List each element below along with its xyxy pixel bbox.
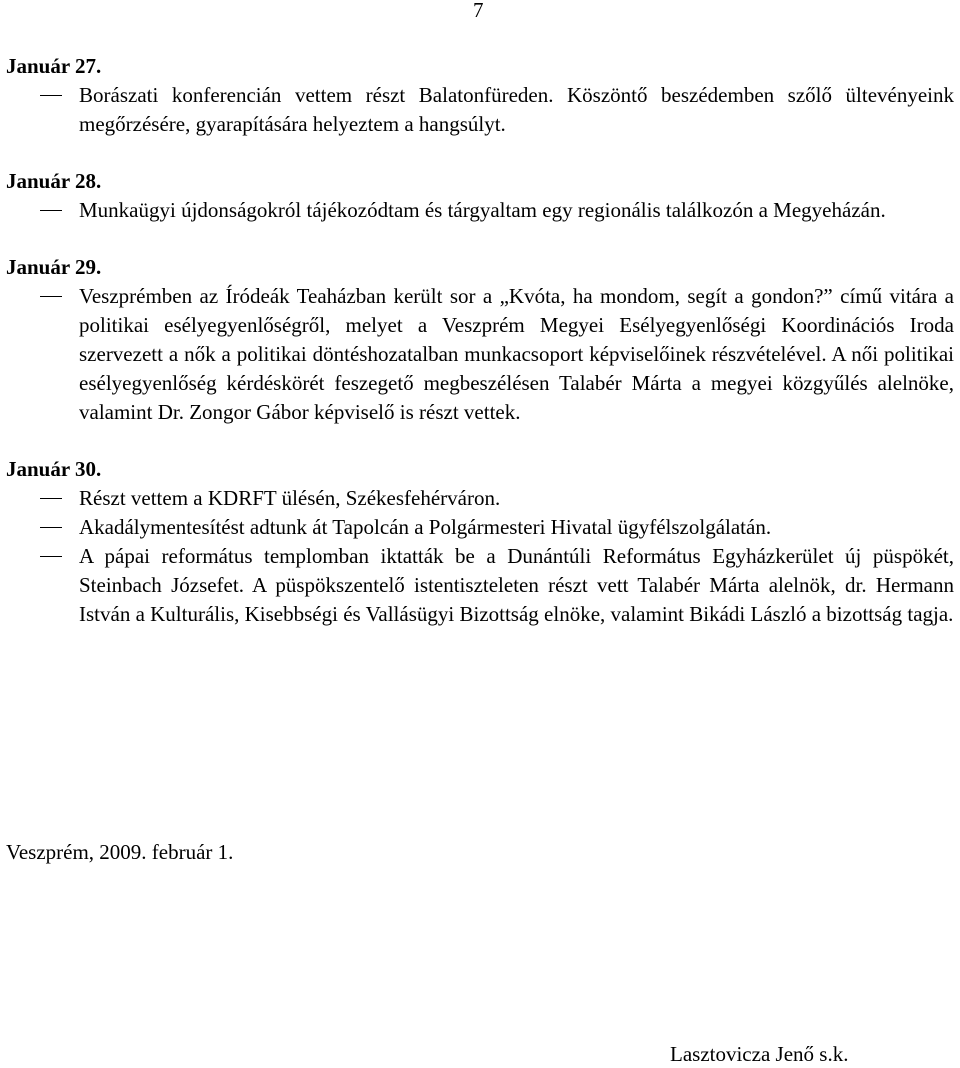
report-body — [6, 52, 954, 629]
list-item — [6, 542, 954, 629]
dash-bullet-icon — [40, 296, 62, 297]
list-item-text: Veszprémben az Íródeák Teaházban került sor a „Kvóta, ha mondom, segít a gondon?” című vitára a politikai esélyegyenlőségről, melyet a Veszprém Megyei Esélyegyenlőségi Koordinációs Iroda szervezett a nők a politikai döntéshozatalban munkacsoport képviselőinek részvételével. A női politikai esélyegyenlőség kérdéskörét feszegető megbeszélésen Talabér Márta a megyei közgyűlés alelnöke, valamint Dr. Zongor Gábor képviselő is részt vettek. — [79, 284, 954, 424]
list-item — [6, 81, 954, 139]
entry-january-29 — [6, 253, 954, 427]
entry-january-30 — [6, 455, 954, 629]
list-item — [6, 196, 954, 225]
entry-date: Január 29. — [6, 255, 102, 279]
entry-date: Január 30. — [6, 457, 102, 481]
entry-date: Január 28. — [6, 169, 102, 193]
list-item-text: Részt vettem a KDRFT ülésén, Székesfehérváron. — [79, 486, 501, 510]
list-item — [6, 282, 954, 427]
list-item-text: A pápai református templomban iktatták be a Dunántúli Református Egyházkerület új püspökét, Steinbach Józsefet. A püspökszentelő istentiszteleten részt vett Talabér Márta alelnök, dr. Hermann István a Kulturális, Kisebbségi és Vallásügyi Bizottság elnöke, valamint Bikádi László a bizottság tagja. — [79, 544, 954, 626]
place-and-date: Veszprém, 2009. február 1. — [6, 840, 234, 864]
list-item-text: Borászati konferencián vettem részt Balatonfüreden. Köszöntő beszédemben szőlő ültevényeink megőrzésére, gyarapítására helyeztem a hangsúlyt. — [79, 83, 954, 136]
list-item — [6, 484, 954, 513]
page-number: 7 — [473, 0, 484, 22]
list-item-text: Munkaügyi újdonságokról tájékozódtam és tárgyaltam egy regionális találkozón a Megyeházán. — [79, 198, 886, 222]
dash-bullet-icon — [40, 210, 62, 211]
entry-date: Január 27. — [6, 54, 102, 78]
dash-bullet-icon — [40, 498, 62, 499]
entry-january-28 — [6, 167, 954, 225]
list-item — [6, 513, 954, 542]
signature: Lasztovicza Jenő s.k. — [670, 1042, 849, 1066]
entry-january-27 — [6, 52, 954, 139]
dash-bullet-icon — [40, 556, 62, 557]
dash-bullet-icon — [40, 527, 62, 528]
list-item-text: Akadálymentesítést adtunk át Tapolcán a Polgármesteri Hivatal ügyfélszolgálatán. — [79, 515, 772, 539]
dash-bullet-icon — [40, 95, 62, 96]
